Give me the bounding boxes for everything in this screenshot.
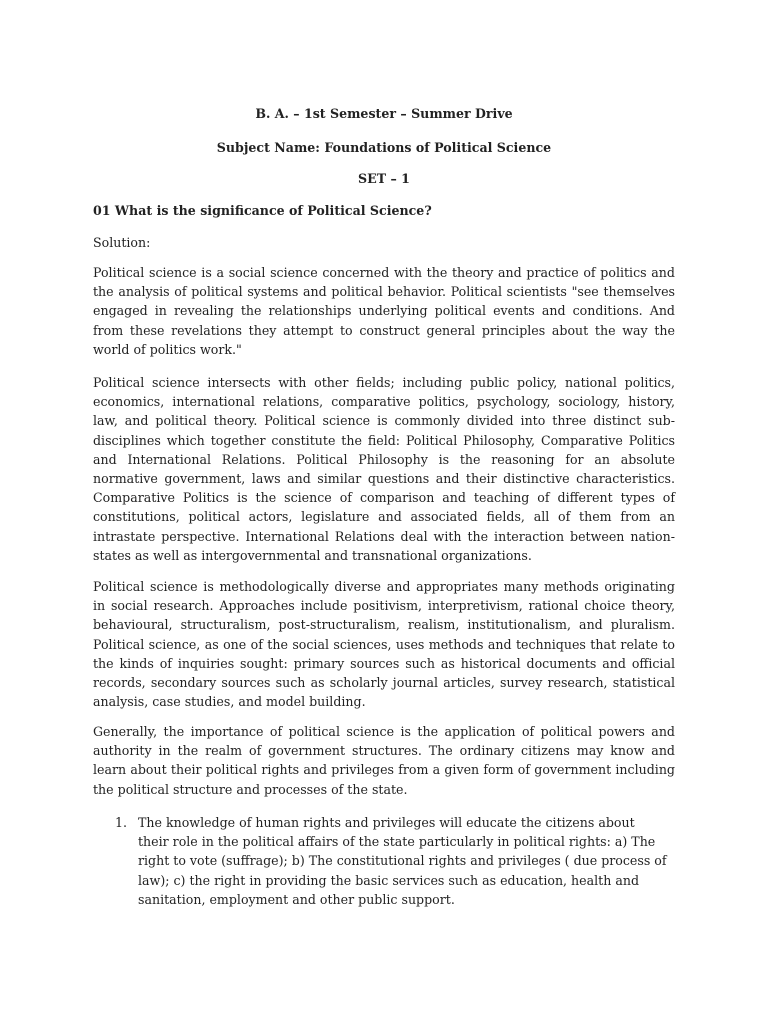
paragraph-definition: Political science is a social science concerned with the theory and practice of politics and the analysis of political systems and political behavior. Political scientists "see themselves engaged in revealing the relationships underlying political events and conditions. And from these revelations they attempt to construct general principles about the way the world of politics work." (93, 265, 675, 357)
list-item-text: The knowledge of human rights and privileges will educate the citizens about their role in the political affairs of the state particularly in political rights: a) The right to vote (suffrage); b) The constitutional rights and privileges ( due process of law); c) the right in providing the basic services such as education, health and sanitation, employment and other public support. (138, 815, 667, 907)
list-item-number: 1. (115, 815, 128, 830)
paragraph-methods: Political science is methodologically diverse and appropriates many methods originating in social research. Approaches include positivism, interpretivism, rational choice theory, behavioural, structuralism, post-structuralism, realism, institutionalism, and pluralism. Political science, as one of the social sciences, uses methods and techniques that relate to the kinds of inquiries sought: primary sources such as historical documents and official records, secondary sources such as scholarly journal articles, survey research, statistical analysis, case studies, and model building. (93, 579, 675, 710)
numbered-list (93, 813, 675, 909)
paragraph-importance: Generally, the importance of political science is the application of political powers and authority in the realm of government structures. The ordinary citizens may know and learn about their political rights and privileges from a given form of government including the political structure and processes of the state. (93, 724, 675, 797)
list-item (93, 813, 675, 909)
question-heading: 01 What is the significance of Political Science? (93, 203, 432, 218)
document-heading-set: SET – 1 (358, 171, 410, 186)
document-heading-subject: Subject Name: Foundations of Political Science (216, 140, 552, 155)
solution-label: Solution: (93, 235, 151, 250)
paragraph-fields: Political science intersects with other fields; including public policy, national politics, economics, international relations, comparative politics, psychology, sociology, history, law, and political theory. Political science is commonly divided into three distinct sub-disciplines which together constitute the field: Political Philosophy, Comparative Politics and International Relations. Political Philosophy is the reasoning for an absolute normative government, laws and similar questions and their distinctive characteristics. Comparative Politics is the science of comparison and teaching of different types of constitutions, political actors, legislature and associated fields, all of them from an intrastate perspective. International Relations deal with the interaction between nation-states as well as intergovernmental and transnational organizations. (93, 375, 675, 563)
document-heading-semester: B. A. – 1st Semester – Summer Drive (255, 106, 513, 121)
